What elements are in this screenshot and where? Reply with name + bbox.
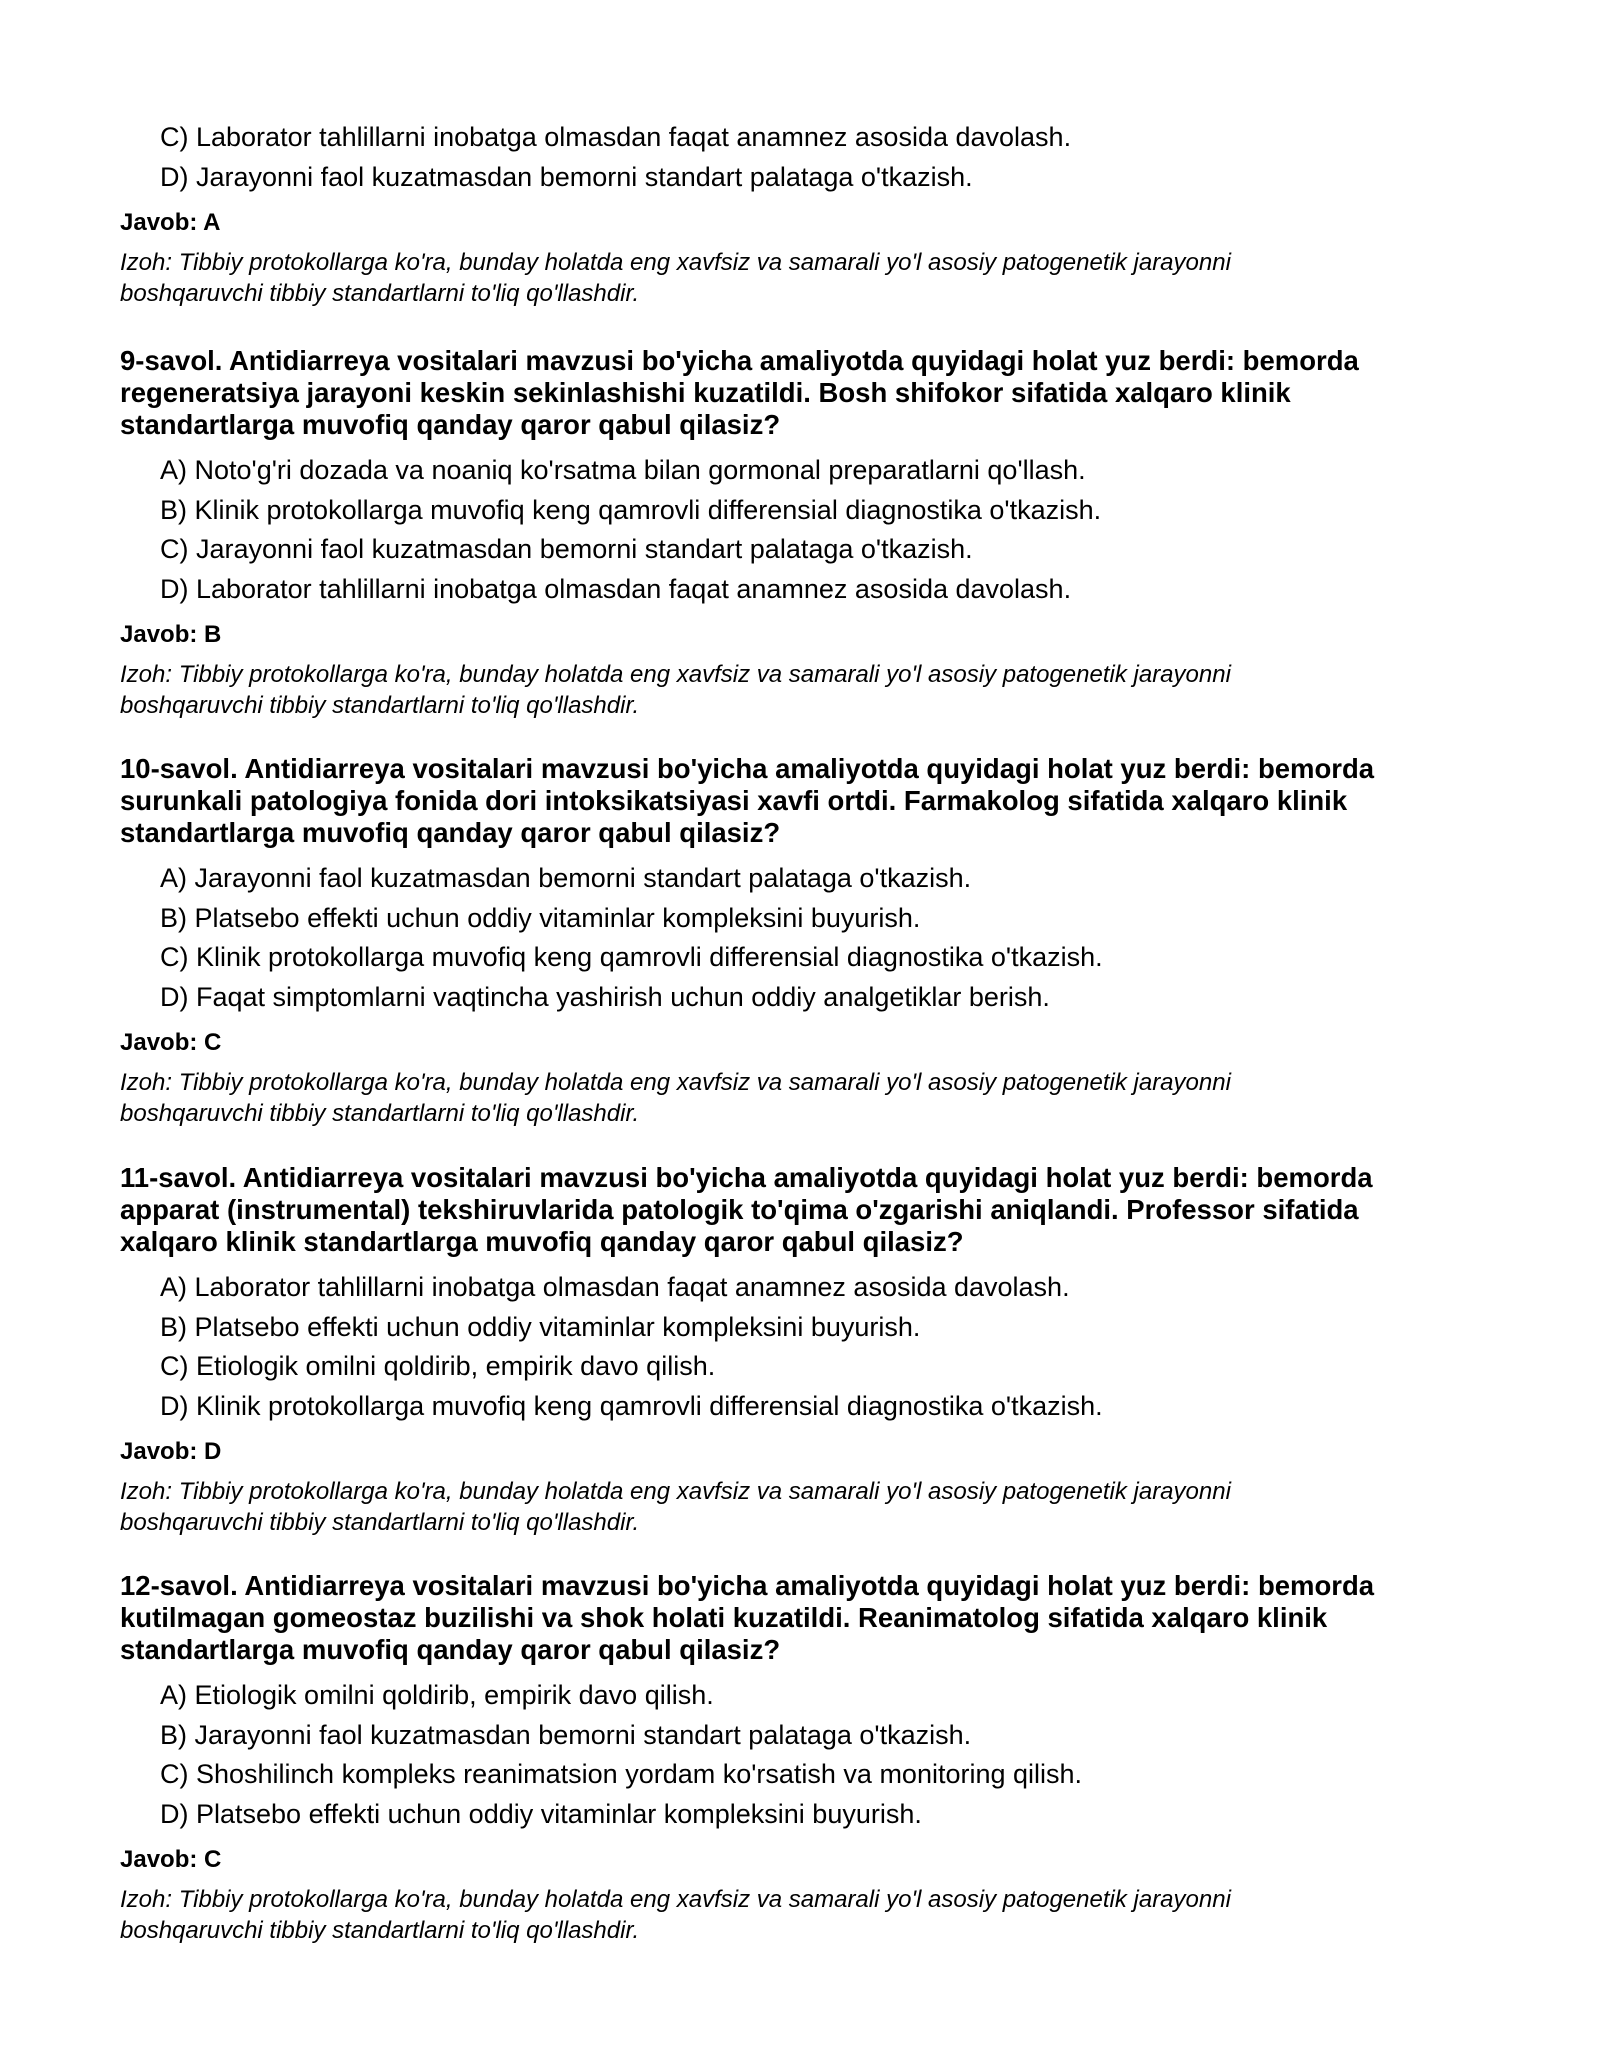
option-c: C) Klinik protokollarga muvofiq keng qamrovli differensial diagnostika o'tkazish.: [160, 942, 1103, 972]
option-c: C) Etiologik omilni qoldirib, empirik davo qilish.: [160, 1351, 716, 1381]
answer-label: Javob: D: [120, 1438, 222, 1465]
question-title: 10-savol. Antidiarreya vositalari mavzusi bo'yicha amaliyotda quyidagi holat yuz berdi: bemorda surunkali patologiya fonida dori intoksikatsiyasi xavfi ortdi. Farmakolog sifatida xalqaro klinik standartlarga muvofiq qanday qaror qabul qilasiz?: [120, 753, 1375, 848]
option-c: C) Jarayonni faol kuzatmasdan bemorni standart palataga o'tkazish.: [160, 534, 973, 564]
question-10: [120, 753, 1450, 1129]
answer-label: Javob: B: [120, 621, 222, 648]
option-a: A) Jarayonni faol kuzatmasdan bemorni standart palataga o'tkazish.: [160, 863, 972, 893]
explanation-note: Izoh: Tibbiy protokollarga ko'ra, bunday holatda eng xavfsiz va samarali yo'l asosiy patogenetik jarayonni boshqaruvchi tibbiy standartlarni to'liq qo'llashdir.: [120, 249, 1231, 307]
option-a: A) Noto'g'ri dozada va noaniq ko'rsatma bilan gormonal preparatlarni qo'llash.: [160, 455, 1086, 485]
option-b: B) Platsebo effekti uchun oddiy vitaminlar kompleksini buyurish.: [160, 1311, 921, 1342]
option-c: C) Laborator tahlillarni inobatga olmasdan faqat anamnez asosida davolash.: [160, 122, 1072, 152]
answer-label: Javob: C: [120, 1029, 222, 1056]
option-d: D) Platsebo effekti uchun oddiy vitaminlar kompleksini buyurish.: [160, 1798, 922, 1829]
question-title: 11-savol. Antidiarreya vositalari mavzusi bo'yicha amaliyotda quyidagi holat yuz berdi: bemorda apparat (instrumental) tekshiruvlarida patologik to'qima o'zgarishi aniqlandi. Professor sifatida xalqaro klinik standartlarga muvofiq qanday qaror qabul qilasiz?: [120, 1162, 1373, 1257]
options-list: [120, 1268, 1450, 1426]
option-b: B) Platsebo effekti uchun oddiy vitaminlar kompleksini buyurish.: [160, 902, 921, 933]
option-a: A) Etiologik omilni qoldirib, empirik davo qilish.: [160, 1680, 714, 1710]
question-title: 12-savol. Antidiarreya vositalari mavzusi bo'yicha amaliyotda quyidagi holat yuz berdi: bemorda kutilmagan gomeostaz buzilishi va shok holati kuzatildi. Reanimatolog sifatida xalqaro klinik standartlarga muvofiq qanday qaror qabul qilasiz?: [120, 1570, 1375, 1665]
options-list: [120, 451, 1450, 609]
question-title: 9-savol. Antidiarreya vositalari mavzusi bo'yicha amaliyotda quyidagi holat yuz berdi: bemorda regeneratsiya jarayoni keskin sekinlashishi kuzatildi. Bosh shifokor sifatida xalqaro klinik standartlarga muvofiq qanday qaror qabul qilasiz?: [120, 345, 1359, 440]
explanation-note: Izoh: Tibbiy protokollarga ko'ra, bunday holatda eng xavfsiz va samarali yo'l asosiy patogenetik jarayonni boshqaruvchi tibbiy standartlarni to'liq qo'llashdir.: [120, 1478, 1231, 1536]
option-d: D) Jarayonni faol kuzatmasdan bemorni standart palataga o'tkazish.: [160, 161, 973, 192]
explanation-note: Izoh: Tibbiy protokollarga ko'ra, bunday holatda eng xavfsiz va samarali yo'l asosiy patogenetik jarayonni boshqaruvchi tibbiy standartlarni to'liq qo'llashdir.: [120, 1886, 1231, 1944]
option-c: C) Shoshilinch kompleks reanimatsion yordam ko'rsatish va monitoring qilish.: [160, 1759, 1083, 1789]
question-12: [120, 1570, 1450, 1946]
option-a: A) Laborator tahlillarni inobatga olmasdan faqat anamnez asosida davolash.: [160, 1272, 1070, 1302]
answer-label: Javob: C: [120, 1846, 222, 1873]
options-list: [120, 1676, 1450, 1834]
option-d: D) Faqat simptomlarni vaqtincha yashirish uchun oddiy analgetiklar berish.: [160, 981, 1050, 1012]
option-d: D) Laborator tahlillarni inobatga olmasdan faqat anamnez asosida davolash.: [160, 573, 1072, 604]
options-list: [120, 859, 1450, 1017]
options-list: [120, 118, 1450, 197]
option-d: D) Klinik protokollarga muvofiq keng qamrovli differensial diagnostika o'tkazish.: [160, 1390, 1103, 1421]
option-b: B) Klinik protokollarga muvofiq keng qamrovli differensial diagnostika o'tkazish.: [160, 494, 1102, 525]
previous-question-tail: [120, 118, 1450, 309]
explanation-note: Izoh: Tibbiy protokollarga ko'ra, bunday holatda eng xavfsiz va samarali yo'l asosiy patogenetik jarayonni boshqaruvchi tibbiy standartlarni to'liq qo'llashdir.: [120, 1069, 1231, 1127]
question-9: [120, 345, 1450, 721]
explanation-note: Izoh: Tibbiy protokollarga ko'ra, bunday holatda eng xavfsiz va samarali yo'l asosiy patogenetik jarayonni boshqaruvchi tibbiy standartlarni to'liq qo'llashdir.: [120, 661, 1231, 719]
answer-label: Javob: A: [120, 209, 221, 236]
question-11: [120, 1162, 1450, 1538]
option-b: B) Jarayonni faol kuzatmasdan bemorni standart palataga o'tkazish.: [160, 1719, 972, 1750]
